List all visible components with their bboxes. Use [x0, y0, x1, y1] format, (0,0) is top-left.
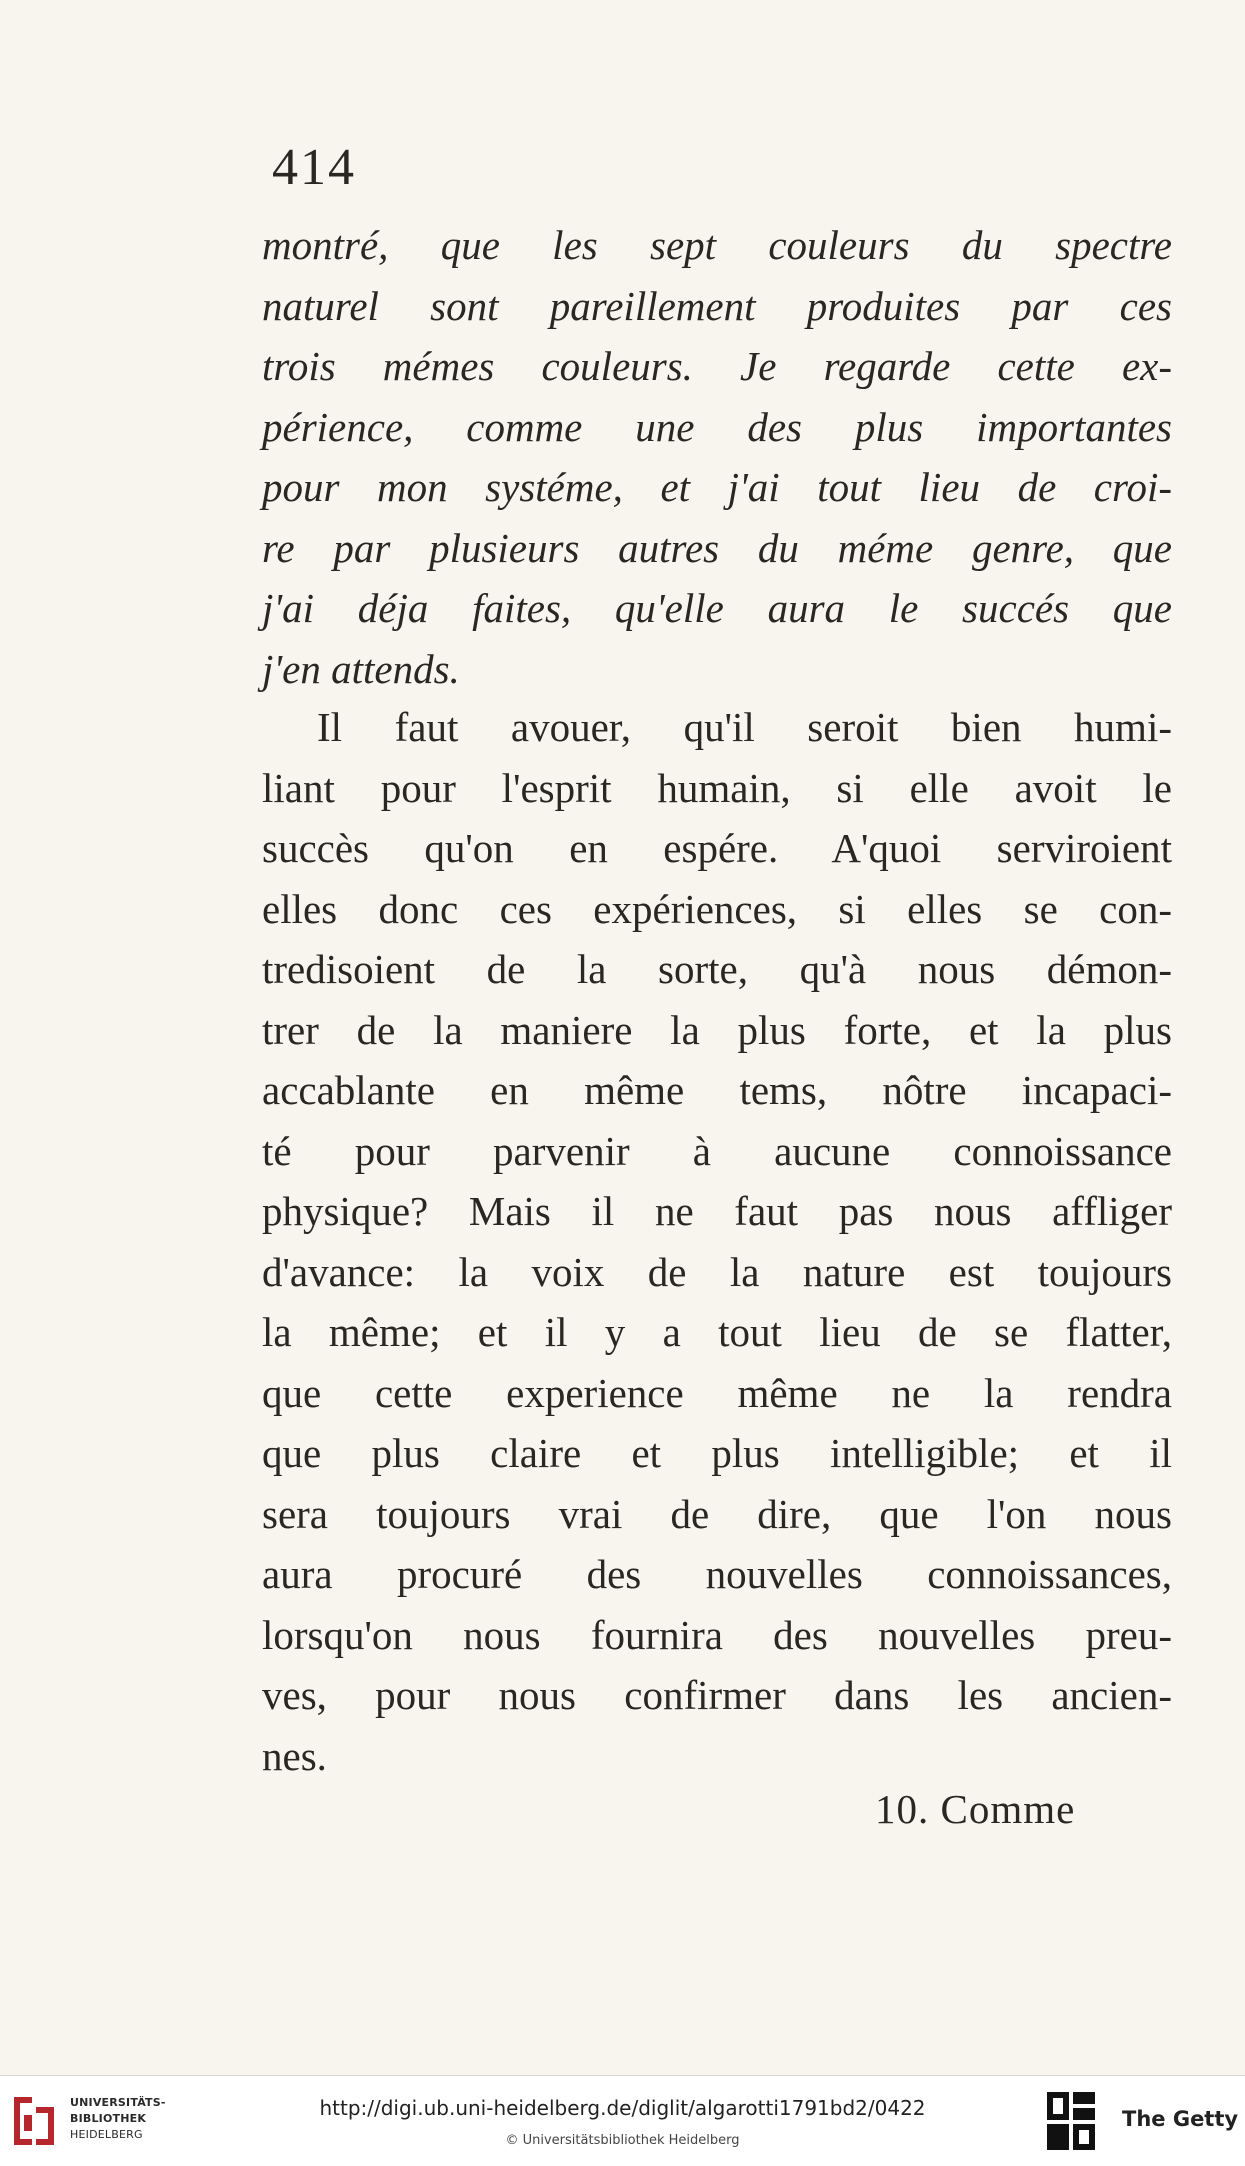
copyright-notice: © Universitätsbibliothek Heidelberg [505, 2133, 740, 2148]
text-line: trois mémes couleurs. Je regarde cette ex- [262, 343, 1172, 389]
library-name: UNIVERSITÄTS- BIBLIOTHEK HEIDELBERG [70, 2096, 166, 2141]
getty-logo-icon [1045, 2090, 1097, 2152]
text-line: pour mon systéme, et j'ai tout lieu de croi- [262, 464, 1172, 510]
text-line: montré, que les sept couleurs du spectre [262, 222, 1172, 268]
text-line: sera toujours vrai de dire, que l'on nous [262, 1490, 1172, 1537]
text-line: trer de la maniere la plus forte, et la plus [262, 1006, 1172, 1053]
text-line: lorsqu'on nous fournira des nouvelles preu- [262, 1611, 1172, 1658]
permalink-url[interactable]: http://digi.ub.uni-heidelberg.de/diglit/algarotti1791bd2/0422 [319, 2096, 926, 2120]
text-line: que cette experience même ne la rendra [262, 1369, 1172, 1416]
text-line: physique? Mais il ne faut pas nous affliger [262, 1188, 1172, 1234]
text-line: tredisoient de la sorte, qu'à nous démon- [262, 946, 1172, 992]
text-line: re par plusieurs autres du méme genre, que [262, 524, 1172, 571]
text-line: ves, pour nous confirmer dans les ancien- [262, 1672, 1172, 1718]
text-line: j'ai déja faites, qu'elle aura le succés que [262, 585, 1172, 631]
roman-paragraph [262, 697, 1172, 1786]
text-line: succès qu'on en espére. A'quoi serviroient [262, 825, 1172, 871]
text-line: té pour parvenir à aucune connoissance [262, 1127, 1172, 1174]
text-line: d'avance: la voix de la nature est toujours [262, 1248, 1172, 1295]
text-line: la même; et il y a tout lieu de se flatter, [262, 1309, 1172, 1355]
text-line: j'en attends. [262, 645, 460, 692]
text-line: elles donc ces expériences, si elles se con- [262, 885, 1172, 932]
text-line: liant pour l'esprit humain, si elle avoit le [262, 764, 1172, 811]
italic-paragraph [262, 215, 1172, 699]
text-line: périence, comme une des plus importantes [262, 403, 1172, 450]
text-line: Il faut avouer, qu'il seroit bien humi- [317, 704, 1172, 750]
viewer-footer [0, 2075, 1245, 2166]
text-line: que plus claire et plus intelligible; et il [262, 1430, 1172, 1476]
text-line: nes. [262, 1732, 327, 1779]
text-line: naturel sont pareillement produites par ces [262, 282, 1172, 329]
text-line: accablante en même tems, nôtre incapaci- [262, 1067, 1172, 1113]
text-line: aura procuré des nouvelles connoissances, [262, 1551, 1172, 1597]
catchword: 10. Comme [875, 1786, 1076, 1832]
page-number: 414 [272, 139, 356, 196]
partner-name: The Getty [1122, 2107, 1239, 2131]
